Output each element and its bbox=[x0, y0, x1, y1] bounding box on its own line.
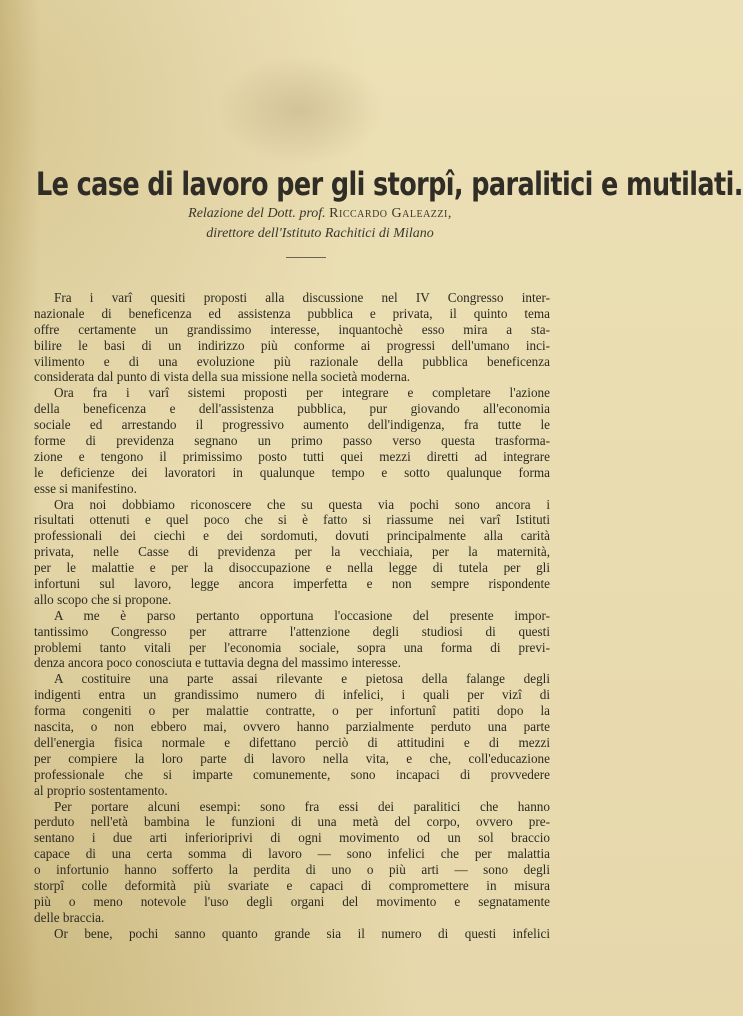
text-line: allo scopo che si propone. bbox=[34, 591, 172, 607]
byline-prefix: Relazione del Dott. prof. bbox=[188, 206, 330, 221]
text-line: forme di previdenza segnano un primo passo verso questa trasforma- bbox=[34, 433, 550, 449]
text-line: più o meno notevole l'uso degli organi del movimento e segnatamente bbox=[34, 893, 550, 909]
text-line: esse si manifestino. bbox=[34, 480, 137, 496]
text-line: tantissimo Congresso per attrarre l'attenzione degli studiosi di questi bbox=[34, 623, 550, 639]
text-line: denza ancora poco conosciuta e tuttavia degna del massimo interesse. bbox=[34, 655, 401, 671]
text-line: perduto nell'età bambina le funzioni di una metà del corpo, ovvero pre- bbox=[34, 814, 550, 830]
text-line: per le malattie e per la disoccupazione e nella legge di tutela per gli bbox=[34, 560, 550, 576]
author-name: Riccardo Galeazzi, bbox=[329, 206, 452, 221]
text-line: nazionale di beneficenza ed assistenza pubblica e privata, il quinto tema bbox=[34, 305, 550, 321]
text-line: Fra i varî quesiti proposti alla discussione nel IV Congresso inter- bbox=[54, 290, 550, 305]
text-line: le deficienze dei lavoratori in qualunque tempo e sotto qualunque forma bbox=[34, 464, 550, 480]
text-line: zione e tengono il primissimo posto tutti quei mezzi diretti ad integrare bbox=[34, 448, 550, 464]
text-line: professionale che si imparte comunemente, sono incapaci di provvedere bbox=[34, 766, 550, 782]
text-line: forma congeniti o per malattie contratte, o per infortunî patiti dopo la bbox=[34, 703, 550, 719]
byline-affiliation: direttore dell'Istituto Rachitici di Milano bbox=[206, 226, 434, 241]
text-line: capace di una certa somma di lavoro — sono infelici che per malattia bbox=[34, 846, 550, 862]
text-line: Or bene, pochi sanno quanto grande sia il numero di questi infelici bbox=[54, 925, 550, 941]
text-line: nascita, o non ebbero mai, ovvero hanno parzialmente perduto una parte bbox=[34, 719, 550, 735]
text-line: A costituire una parte assai rilevante e pietosa della falange degli bbox=[54, 671, 550, 687]
text-line: infortuni sul lavoro, legge ancora imperfetta e non sempre rispondente bbox=[34, 576, 550, 592]
text-line: indigenti entra un grandissimo numero di infelici, i quali per vizî di bbox=[34, 687, 550, 703]
text-line: A me è parso pertanto opportuna l'occasione del presente impor- bbox=[54, 607, 550, 623]
text-line: delle braccia. bbox=[34, 909, 105, 925]
text-line: della beneficenza e dell'assistenza pubblica, pur giovando all'economia bbox=[34, 401, 550, 417]
text-line: risultati ottenuti e quel poco che si è fatto si riassume nei varî Istituti bbox=[34, 512, 550, 528]
text-line: Ora noi dobbiamo riconoscere che su questa via pochi sono ancora i bbox=[54, 496, 550, 512]
text-line: sociale ed arrestando il progressivo aumento dell'indigenza, fra tutte le bbox=[34, 417, 550, 433]
text-line: o infortunio hanno sofferto la perdita di uno o più arti — sono degli bbox=[34, 862, 550, 878]
text-line: privata, nelle Casse di previdenza per la vecchiaia, per la maternità, bbox=[34, 544, 550, 560]
paper-stain bbox=[215, 55, 385, 165]
text-line: dell'energia fisica normale e difettano perciò di attitudini e di mezzi bbox=[34, 734, 550, 750]
text-line: bilire le basi di un indirizzo più conforme ai progressi dell'umano inci- bbox=[34, 337, 550, 353]
text-line: considerata dal punto di vista della sua missione nella società moderna. bbox=[34, 369, 411, 385]
text-line: professionali dei ciechi e dei sordomuti, dovuti principalmente alla carità bbox=[34, 528, 550, 544]
text-line: Ora fra i varî sistemi proposti per integrare e completare l'azione bbox=[54, 385, 550, 401]
text-line: sentano i due arti inferioriprivi di ogni movimento od un sol braccio bbox=[34, 830, 550, 846]
text-line: Per portare alcuni esempi: sono fra essi dei paralitici che hanno bbox=[54, 798, 550, 814]
article-body bbox=[34, 290, 550, 942]
title-divider bbox=[286, 257, 326, 258]
article-title: Le case di lavoro per gli storpî, paralitici e mutilati. bbox=[36, 166, 743, 204]
text-line: offre certamente un grandissimo interesse, inquantochè esso mira a sta- bbox=[34, 321, 550, 337]
text-line: vilimento e di una evoluzione più razionale della pubblica beneficenza bbox=[34, 353, 550, 369]
text-line: problemi tanto vitali per l'economia sociale, sopra una forma di previ- bbox=[34, 639, 550, 655]
text-line: al proprio sostentamento. bbox=[34, 782, 168, 798]
text-line: storpî colle deformità più svariate e capaci di compromettere in misura bbox=[34, 877, 550, 893]
byline-author bbox=[0, 206, 640, 222]
text-line: per compiere la loro parte di lavoro nella vita, e che, coll'educazione bbox=[34, 750, 550, 766]
